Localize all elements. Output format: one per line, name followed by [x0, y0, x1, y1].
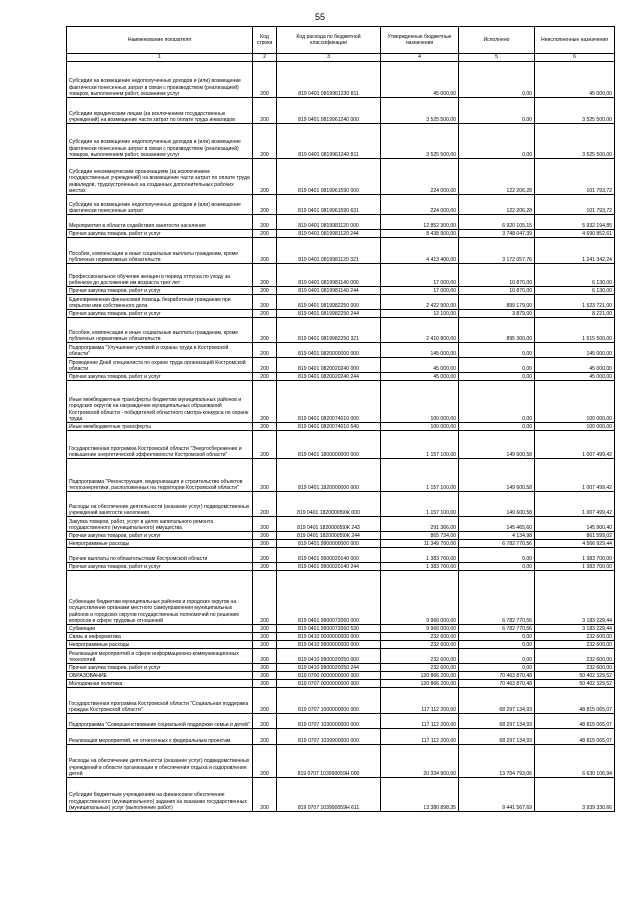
row-line-code: 200	[253, 238, 277, 264]
row-line-code: 200	[253, 423, 277, 431]
row-expense-code: 819 0410 9900020050 000	[277, 649, 381, 664]
row-name: Связь и информатика	[67, 633, 253, 641]
row-line-code: 200	[253, 688, 277, 714]
row-approved: 232 600,00	[381, 664, 459, 672]
row-line-code: 200	[253, 318, 277, 343]
row-expense-code: 819 0410 0000000000 000	[277, 633, 381, 641]
row-unexecuted: 100 000,00	[535, 381, 615, 423]
row-expense-code: 819 0401 0819981120 000	[277, 215, 381, 230]
row-unexecuted: 3 183 229,44	[535, 571, 615, 625]
row-name: Непрограммные расходы	[67, 641, 253, 649]
row-executed: 145 465,60	[459, 517, 535, 532]
row-approved: 3 525 500,00	[381, 124, 459, 159]
table-row	[67, 295, 615, 310]
row-expense-code: 819 0401 9900072060 000	[277, 571, 381, 625]
row-unexecuted: 3 183 229,44	[535, 625, 615, 633]
column-index: 3	[277, 54, 381, 62]
row-executed: 895 300,00	[459, 318, 535, 343]
row-expense-code: 819 0401 0819981120 321	[277, 238, 381, 264]
row-executed: 10 870,00	[459, 264, 535, 287]
row-unexecuted: 1 523 721,00	[535, 295, 615, 310]
row-name: Субсидии на возмещение недополученных доходов и (или) возмещение фактически понесенных затрат в связи с производством (реализацией) товаров, выполнением работ, оказанием услуг	[67, 62, 253, 98]
row-unexecuted: 1 383 700,00	[535, 548, 615, 563]
row-line-code: 200	[253, 358, 277, 373]
row-line-code: 200	[253, 343, 277, 358]
table-row	[67, 778, 615, 812]
row-executed: 122 206,28	[459, 159, 535, 195]
row-executed: 4 134,98	[459, 532, 535, 540]
row-executed: 0,00	[459, 124, 535, 159]
row-name: ОБРАЗОВАНИЕ	[67, 672, 253, 680]
row-expense-code: 819 0401 0819961230 811	[277, 62, 381, 98]
row-approved: 17 000,00	[381, 264, 459, 287]
row-expense-code: 819 0707 0000000000 000	[277, 680, 381, 688]
row-approved: 9 966 000,00	[381, 571, 459, 625]
row-name: Пособия, компенсации и иные социальные выплаты гражданам, кроме публичных нормативных обязательств	[67, 318, 253, 343]
row-executed: 68 297 134,93	[459, 688, 535, 714]
header-expense-code: Код расхода по бюджетной классификации	[277, 27, 381, 54]
table-row	[67, 664, 615, 672]
row-unexecuted: 5 932 194,85	[535, 215, 615, 230]
row-expense-code: 819 0401 0819961240 000	[277, 98, 381, 124]
row-unexecuted: 4 690 852,61	[535, 230, 615, 238]
row-approved: 45 000,00	[381, 358, 459, 373]
row-executed: 149 600,58	[459, 459, 535, 492]
row-expense-code: 819 0401 9900020140 244	[277, 563, 381, 571]
row-unexecuted: 48 815 065,07	[535, 688, 615, 714]
row-name: Подпрограмма "Реконструкция, модернизация и строительство объектов теплоэнергетики, расположенных на территории Костромской области"	[67, 459, 253, 492]
row-line-code: 200	[253, 532, 277, 540]
row-name: Прочая закупка товаров, работ и услуг	[67, 310, 253, 318]
table-row	[67, 540, 615, 548]
row-unexecuted: 1 007 499,42	[535, 492, 615, 517]
row-name: Прочие выплаты по обязательствам Костромской области	[67, 548, 253, 563]
row-name: Субсидии на возмещение недополученных доходов и (или) возмещение фактически понесенных затрат в связи с производством (реализацией) товаров, выполнением работ, оказанием услуг	[67, 124, 253, 159]
row-approved: 145 000,00	[381, 343, 459, 358]
row-unexecuted: 232 600,00	[535, 633, 615, 641]
row-approved: 3 525 500,00	[381, 98, 459, 124]
row-executed: 0,00	[459, 343, 535, 358]
row-line-code: 200	[253, 540, 277, 548]
table-row	[67, 649, 615, 664]
table-row	[67, 672, 615, 680]
row-executed: 0,00	[459, 381, 535, 423]
row-executed: 0,00	[459, 548, 535, 563]
row-executed: 149 600,58	[459, 431, 535, 459]
row-executed: 0,00	[459, 373, 535, 381]
row-expense-code: 819 0401 0820074010 540	[277, 423, 381, 431]
row-unexecuted: 232 600,00	[535, 641, 615, 649]
row-name: Прочая закупка товаров, работ и услуг	[67, 532, 253, 540]
row-name: Иные межбюджетные трансферты бюджетам муниципальных районов и городских округов на награждение муниципальных образований Костромской области - победителей областного смотра-конкурса по охране труда	[67, 381, 253, 423]
table-row	[67, 532, 615, 540]
row-expense-code: 819 0410 9900020050 244	[277, 664, 381, 672]
row-line-code: 200	[253, 729, 277, 745]
row-unexecuted: 6 130,00	[535, 264, 615, 287]
row-approved: 100 000,00	[381, 423, 459, 431]
row-expense-code: 819 0401 0820020240 000	[277, 358, 381, 373]
row-unexecuted: 145 900,40	[535, 517, 615, 532]
row-name: Прочая закупка товаров, работ и услуг	[67, 230, 253, 238]
row-expense-code: 819 0707 1039900000 000	[277, 729, 381, 745]
row-unexecuted: 45 000,00	[535, 358, 615, 373]
row-name: Реализация мероприятий, не отнесенных к федеральным проектам	[67, 729, 253, 745]
row-line-code: 200	[253, 745, 277, 778]
column-index: 4	[381, 54, 459, 62]
row-executed: 6 920 105,15	[459, 215, 535, 230]
row-name: Государственная программа Костромской области "Энергосбережение и повышение энергетической эффективности Костромской области"	[67, 431, 253, 459]
row-expense-code: 819 0410 9900000000 000	[277, 641, 381, 649]
row-line-code: 200	[253, 492, 277, 517]
row-expense-code: 819 0401 182000059Ж 244	[277, 532, 381, 540]
table-row	[67, 625, 615, 633]
row-expense-code: 819 0401 0819961590 631	[277, 195, 381, 215]
row-expense-code: 819 0401 0820074010 000	[277, 381, 381, 423]
row-name: Закупка товаров, работ, услуг в целях капитального ремонта государственного (муниципального) имущества	[67, 517, 253, 532]
row-executed: 6 782 770,56	[459, 625, 535, 633]
table-row	[67, 492, 615, 517]
row-approved: 2 422 900,00	[381, 295, 459, 310]
row-expense-code: 819 0401 0819981140 000	[277, 264, 381, 287]
table-row	[67, 729, 615, 745]
row-executed: 0,00	[459, 563, 535, 571]
row-line-code: 200	[253, 373, 277, 381]
row-approved: 12 852 300,00	[381, 215, 459, 230]
table-row	[67, 517, 615, 532]
row-unexecuted: 1 241 342,24	[535, 238, 615, 264]
row-approved: 4 413 400,00	[381, 238, 459, 264]
row-line-code: 200	[253, 195, 277, 215]
row-line-code: 200	[253, 714, 277, 729]
row-line-code: 200	[253, 641, 277, 649]
row-executed: 0,00	[459, 633, 535, 641]
row-line-code: 200	[253, 548, 277, 563]
header-unexecuted: Неисполненные назначения	[535, 27, 615, 54]
row-unexecuted: 50 402 329,52	[535, 680, 615, 688]
budget-table	[66, 26, 615, 812]
row-line-code: 200	[253, 310, 277, 318]
row-approved: 224 000,00	[381, 195, 459, 215]
row-line-code: 200	[253, 159, 277, 195]
row-executed: 6 782 770,56	[459, 540, 535, 548]
table-row	[67, 343, 615, 358]
table-row	[67, 548, 615, 563]
header-approved: Утвержденные бюджетные назначения	[381, 27, 459, 54]
row-expense-code: 819 0401 0820020240 244	[277, 373, 381, 381]
column-index: 2	[253, 54, 277, 62]
row-expense-code: 819 0401 0819981140 244	[277, 287, 381, 295]
row-line-code: 200	[253, 778, 277, 812]
row-approved: 117 112 200,00	[381, 714, 459, 729]
table-row	[67, 287, 615, 295]
row-expense-code: 819 0401 0819961590 000	[277, 159, 381, 195]
row-approved: 8 438 900,00	[381, 230, 459, 238]
header-name: Наименование показателя	[67, 27, 253, 54]
row-name: Прочая закупка товаров, работ и услуг	[67, 287, 253, 295]
row-expense-code: 819 0401 0819981120 244	[277, 230, 381, 238]
row-unexecuted: 3 525 500,00	[535, 98, 615, 124]
row-approved: 11 349 700,00	[381, 540, 459, 548]
row-executed: 0,00	[459, 423, 535, 431]
row-expense-code: 819 0401 0820000000 000	[277, 343, 381, 358]
table-row	[67, 159, 615, 195]
row-executed: 0,00	[459, 641, 535, 649]
row-approved: 9 966 000,00	[381, 625, 459, 633]
row-unexecuted: 1 515 500,00	[535, 318, 615, 343]
row-executed: 899 179,00	[459, 295, 535, 310]
table-row	[67, 98, 615, 124]
row-line-code: 200	[253, 381, 277, 423]
row-approved: 100 000,00	[381, 381, 459, 423]
row-executed: 3 172 057,76	[459, 238, 535, 264]
row-executed: 149 600,58	[459, 492, 535, 517]
row-line-code: 200	[253, 98, 277, 124]
row-line-code: 200	[253, 664, 277, 672]
row-unexecuted: 101 793,72	[535, 195, 615, 215]
row-approved: 120 866 200,00	[381, 680, 459, 688]
header-line-code: Код строки	[253, 27, 277, 54]
row-approved: 45 000,00	[381, 62, 459, 98]
table-row	[67, 563, 615, 571]
table-row	[67, 431, 615, 459]
row-name: Профессиональное обучение женщин в период отпуска по уходу за ребенком до достижения им возраста трех лет	[67, 264, 253, 287]
row-executed: 10 870,00	[459, 287, 535, 295]
table-row	[67, 215, 615, 230]
table-row	[67, 633, 615, 641]
table-row	[67, 310, 615, 318]
row-unexecuted: 50 402 329,52	[535, 672, 615, 680]
row-approved: 291 366,00	[381, 517, 459, 532]
row-executed: 70 463 870,48	[459, 680, 535, 688]
row-executed: 0,00	[459, 649, 535, 664]
row-name: Подпрограмма "Улучшение условий и охраны труда в Костромской области"	[67, 343, 253, 358]
row-executed: 68 297 134,93	[459, 714, 535, 729]
table-row	[67, 423, 615, 431]
row-expense-code: 819 0700 0000000000 000	[277, 672, 381, 680]
table-row	[67, 459, 615, 492]
row-name: Расходы на обеспечение деятельности (оказание услуг) подведомственных учреждений в области организации и обеспечения отдыха и оздоровления детей	[67, 745, 253, 778]
row-line-code: 200	[253, 62, 277, 98]
row-line-code: 200	[253, 633, 277, 641]
row-line-code: 200	[253, 672, 277, 680]
table-row	[67, 238, 615, 264]
row-name: Непрограммные расходы	[67, 540, 253, 548]
table-row	[67, 688, 615, 714]
row-expense-code: 819 0401 0819982250 244	[277, 310, 381, 318]
row-line-code: 200	[253, 230, 277, 238]
table-row	[67, 264, 615, 287]
row-unexecuted: 4 566 929,44	[535, 540, 615, 548]
row-executed: 0,00	[459, 664, 535, 672]
table-row	[67, 358, 615, 373]
row-unexecuted: 1 007 499,42	[535, 431, 615, 459]
row-unexecuted: 3 525 500,00	[535, 124, 615, 159]
column-index: 6	[535, 54, 615, 62]
table-row	[67, 680, 615, 688]
row-line-code: 200	[253, 459, 277, 492]
row-name: Расходы на обеспечение деятельности (оказание услуг) подведомственных учреждений занятости населения	[67, 492, 253, 517]
row-executed: 3 879,00	[459, 310, 535, 318]
page-number: 55	[314, 12, 325, 22]
row-executed: 70 463 870,48	[459, 672, 535, 680]
table-row	[67, 62, 615, 98]
row-line-code: 200	[253, 124, 277, 159]
row-approved: 45 000,00	[381, 373, 459, 381]
row-expense-code: 819 0401 182000059Ж 000	[277, 492, 381, 517]
row-approved: 12 100,00	[381, 310, 459, 318]
row-executed: 0,00	[459, 98, 535, 124]
row-approved: 120 866 200,00	[381, 672, 459, 680]
row-line-code: 200	[253, 431, 277, 459]
row-executed: 122 206,28	[459, 195, 535, 215]
row-line-code: 200	[253, 295, 277, 310]
row-expense-code: 819 0401 0819961240 811	[277, 124, 381, 159]
column-index-row	[67, 54, 615, 62]
row-approved: 20 334 900,00	[381, 745, 459, 778]
row-name: Подпрограмма "Совершенствование социальной поддержки семьи и детей"	[67, 714, 253, 729]
table-row	[67, 124, 615, 159]
row-name: Субсидии некоммерческим организациям (за исключением государственных учреждений) на возмещение части затрат по оплате труда инвалидов, трудоустроенных на созданных дополнительных рабочих местах	[67, 159, 253, 195]
column-index: 1	[67, 54, 253, 62]
row-line-code: 200	[253, 215, 277, 230]
row-approved: 1 383 700,00	[381, 548, 459, 563]
row-line-code: 200	[253, 517, 277, 532]
row-unexecuted: 3 939 330,66	[535, 778, 615, 812]
row-name: Субвенции	[67, 625, 253, 633]
row-unexecuted: 8 221,00	[535, 310, 615, 318]
row-executed: 13 704 793,06	[459, 745, 535, 778]
row-expense-code: 819 0401 182000059Ж 243	[277, 517, 381, 532]
row-approved: 17 000,00	[381, 287, 459, 295]
row-unexecuted: 861 599,02	[535, 532, 615, 540]
row-unexecuted: 45 000,00	[535, 373, 615, 381]
row-approved: 232 600,00	[381, 633, 459, 641]
row-name: Прочая закупка товаров, работ и услуг	[67, 373, 253, 381]
table-row	[67, 745, 615, 778]
row-executed: 6 782 770,56	[459, 571, 535, 625]
table-row	[67, 641, 615, 649]
table-row	[67, 373, 615, 381]
row-line-code: 200	[253, 625, 277, 633]
row-executed: 0,00	[459, 358, 535, 373]
row-unexecuted: 6 130,00	[535, 287, 615, 295]
row-name: Субсидии юридическим лицам (за исключением государственных учреждений) на возмещение части затрат по оплате труда инвалидов	[67, 98, 253, 124]
row-expense-code: 819 0707 103990059Н 611	[277, 778, 381, 812]
row-expense-code: 819 0401 0819982250 000	[277, 295, 381, 310]
row-name: Проведение Дней специалиста по охране труда организаций Костромской области	[67, 358, 253, 373]
row-name: Единовременная финансовая помощь безработным гражданам при открытии ими собственного дела	[67, 295, 253, 310]
row-unexecuted: 48 815 065,07	[535, 729, 615, 745]
table-header-row	[67, 27, 615, 54]
row-expense-code: 819 0707 1000000000 000	[277, 688, 381, 714]
row-approved: 2 410 800,00	[381, 318, 459, 343]
row-executed: 68 297 134,93	[459, 729, 535, 745]
row-unexecuted: 6 630 106,94	[535, 745, 615, 778]
row-unexecuted: 101 793,72	[535, 159, 615, 195]
row-approved: 232 600,00	[381, 649, 459, 664]
row-unexecuted: 45 000,00	[535, 62, 615, 98]
row-unexecuted: 232 600,00	[535, 664, 615, 672]
row-approved: 117 112 200,00	[381, 688, 459, 714]
row-name: Молодежная политика	[67, 680, 253, 688]
row-executed: 9 441 567,69	[459, 778, 535, 812]
row-line-code: 200	[253, 649, 277, 664]
row-approved: 13 380 898,35	[381, 778, 459, 812]
row-expense-code: 819 0401 1820000000 000	[277, 459, 381, 492]
table-row	[67, 571, 615, 625]
row-name: Пособия, компенсации и иные социальные выплаты гражданам, кроме публичных нормативных обязательств	[67, 238, 253, 264]
row-line-code: 200	[253, 287, 277, 295]
table-row	[67, 195, 615, 215]
row-name: Реализация мероприятий в сфере информационно-коммуникационных технологий	[67, 649, 253, 664]
table-row	[67, 230, 615, 238]
row-expense-code: 819 0401 9900000000 000	[277, 540, 381, 548]
row-approved: 232 600,00	[381, 641, 459, 649]
row-name: Прочая закупка товаров, работ и услуг	[67, 664, 253, 672]
row-expense-code: 819 0401 9900072060 530	[277, 625, 381, 633]
row-approved: 865 734,00	[381, 532, 459, 540]
row-expense-code: 819 0401 9900020140 000	[277, 548, 381, 563]
row-name: Субсидии бюджетным учреждениям на финансовое обеспечение государственного (муниципального) задания на оказание государственных (муниципальных) услуг (выполнение работ)	[67, 778, 253, 812]
row-line-code: 200	[253, 563, 277, 571]
row-name: Мероприятия в области содействия занятости населения	[67, 215, 253, 230]
row-name: Иные межбюджетные трансферты	[67, 423, 253, 431]
row-expense-code: 819 0401 0819982250 321	[277, 318, 381, 343]
row-approved: 1 157 100,00	[381, 459, 459, 492]
row-line-code: 200	[253, 264, 277, 287]
row-executed: 3 748 047,39	[459, 230, 535, 238]
row-name: Субсидии на возмещение недополученных доходов и (или) возмещение фактически понесенных затрат	[67, 195, 253, 215]
row-executed: 0,00	[459, 62, 535, 98]
row-line-code: 200	[253, 571, 277, 625]
table-row	[67, 318, 615, 343]
table-row	[67, 381, 615, 423]
row-approved: 1 383 700,00	[381, 563, 459, 571]
row-name: Прочая закупка товаров, работ и услуг	[67, 563, 253, 571]
header-executed: Исполнено	[459, 27, 535, 54]
row-line-code: 200	[253, 680, 277, 688]
table-row	[67, 714, 615, 729]
row-unexecuted: 1 383 700,00	[535, 563, 615, 571]
row-name: Государственная программа Костромской области "Социальная поддержка граждан Костромской области"	[67, 688, 253, 714]
row-approved: 1 157 100,00	[381, 431, 459, 459]
row-unexecuted: 1 007 499,42	[535, 459, 615, 492]
table-body	[67, 62, 615, 812]
row-name: Субвенции бюджетам муниципальных районов и городских округов на осуществление органами местного самоуправления муниципальных районов и городских округов государственных полномочий по решению вопросов в сфере трудовых отношений	[67, 571, 253, 625]
row-unexecuted: 100 000,00	[535, 423, 615, 431]
row-unexecuted: 48 815 065,07	[535, 714, 615, 729]
row-approved: 224 000,00	[381, 159, 459, 195]
row-expense-code: 819 0707 103990059Н 000	[277, 745, 381, 778]
row-expense-code: 819 0401 1800000000 000	[277, 431, 381, 459]
row-unexecuted: 232 600,00	[535, 649, 615, 664]
row-approved: 117 112 200,00	[381, 729, 459, 745]
row-unexecuted: 145 000,00	[535, 343, 615, 358]
row-approved: 1 157 100,00	[381, 492, 459, 517]
column-index: 5	[459, 54, 535, 62]
row-expense-code: 819 0707 1030000000 000	[277, 714, 381, 729]
